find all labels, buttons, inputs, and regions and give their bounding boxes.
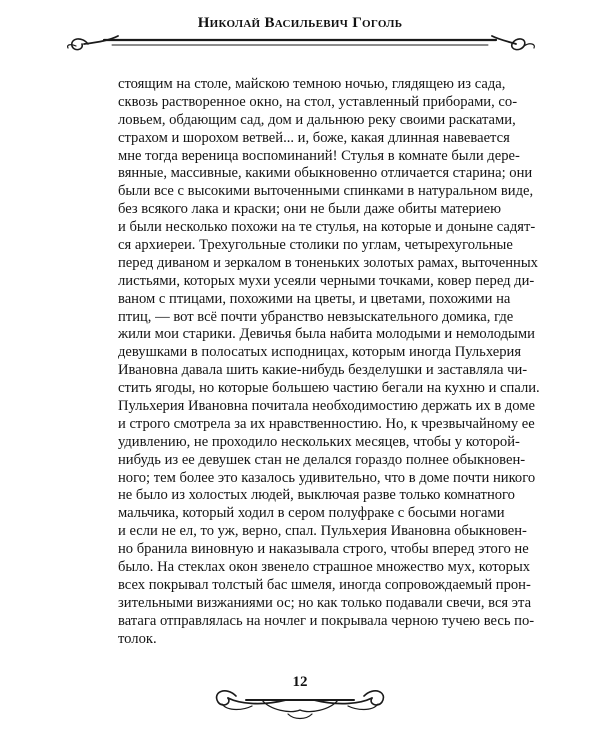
text-line: мне тогда вереница воспоминаний! Стулья в комнате были дере-	[118, 147, 520, 164]
text-line: но бранила виновную и наказывала строго, чтобы вперед этого не	[118, 541, 529, 558]
text-line: и были несколько похожи на те стулья, на которые и доныне садят-	[118, 219, 536, 236]
page-number: 12	[292, 674, 308, 690]
text-line: не было из холостых людей, выключая разве только комнатного	[118, 487, 515, 504]
text-line: листьями, которых мухи усеяли черными точками, ковер перед ди-	[118, 272, 535, 289]
text-line: и строго смотрела за их нравственностию. Но, к чрезвычайному ее	[118, 415, 535, 432]
text-line: толок.	[118, 630, 157, 647]
text-line: были все с высокими выточенными спинками в натуральном виде,	[118, 183, 534, 200]
text-line: ного; тем более это казалось удивительно, что в доме почти никого	[118, 469, 536, 486]
text-line: вянные, массивные, какими обыкновенно отличается старина; они	[118, 165, 533, 182]
text-line: удивлению, не проходило нескольких месяцев, чтобы у которой-	[118, 433, 520, 450]
page-body-text	[118, 76, 540, 649]
page-footer	[0, 670, 600, 740]
running-header	[0, 0, 600, 64]
text-line: было. На стеклах окон звенело страшное множество мух, которых	[118, 559, 531, 576]
text-line: перед диваном и зеркалом в тоненьких золотых рамах, выточенных	[118, 254, 538, 271]
text-line: зительными визжаниями ос; но как только подавали свечи, вся эта	[118, 594, 532, 611]
text-line: стоящим на столе, майскою темною ночью, глядящею из сада,	[118, 76, 506, 92]
text-line: сквозь растворенное окно, на стол, уставленный приборами, со-	[118, 93, 518, 110]
text-line: жили мои старики. Девичья была набита молодыми и немолодыми	[118, 326, 535, 343]
text-line: стить ягоды, но которые большею частию бегали на кухню и спали.	[118, 380, 540, 397]
text-line: нибудь из ее девушек стан не делался гораздо полнее обыкновен-	[118, 451, 526, 468]
text-line: без всякого лака и краски; они не были даже обиты материею	[118, 201, 501, 218]
text-line: Пульхерия Ивановна почитала необходимостию держать их в доме	[118, 398, 536, 415]
text-line: мальчика, который ходил в сером полуфраке с босыми ногами	[118, 505, 505, 522]
text-line: всех покрывал толстый бас шмеля, иногда сопровождаемый прон-	[118, 576, 531, 593]
header-title: Николай Васильевич Гоголь	[197, 15, 403, 31]
text-line: птиц, — вот всё почти убранство невзыскательного домика, где	[118, 308, 514, 325]
text-line: ловьем, обдающим сад, дом и дальнюю реку своими раскатами,	[118, 111, 516, 128]
text-line: ся архиереи. Трехугольные столики по углам, четырехугольные	[118, 237, 513, 254]
text-line: и если не ел, то уж, верно, спал. Пульхерия Ивановна обыкновен-	[118, 523, 527, 540]
text-line: страхом и шорохом ветвей... и, боже, какая длинная навевается	[118, 129, 510, 146]
text-line: ваном с птицами, похожими на цветы, и цветами, похожими на	[118, 290, 511, 307]
header-ornament	[0, 0, 600, 64]
text-line: девушками в полосатых исподницах, которым иногда Пульхерия	[118, 344, 522, 361]
text-line: ватага отправлялась на ночлег и покрывала черною тучею весь по-	[118, 612, 535, 629]
text-line: Ивановна давала шить какие-нибудь безделушки и заставляла чи-	[118, 362, 528, 379]
